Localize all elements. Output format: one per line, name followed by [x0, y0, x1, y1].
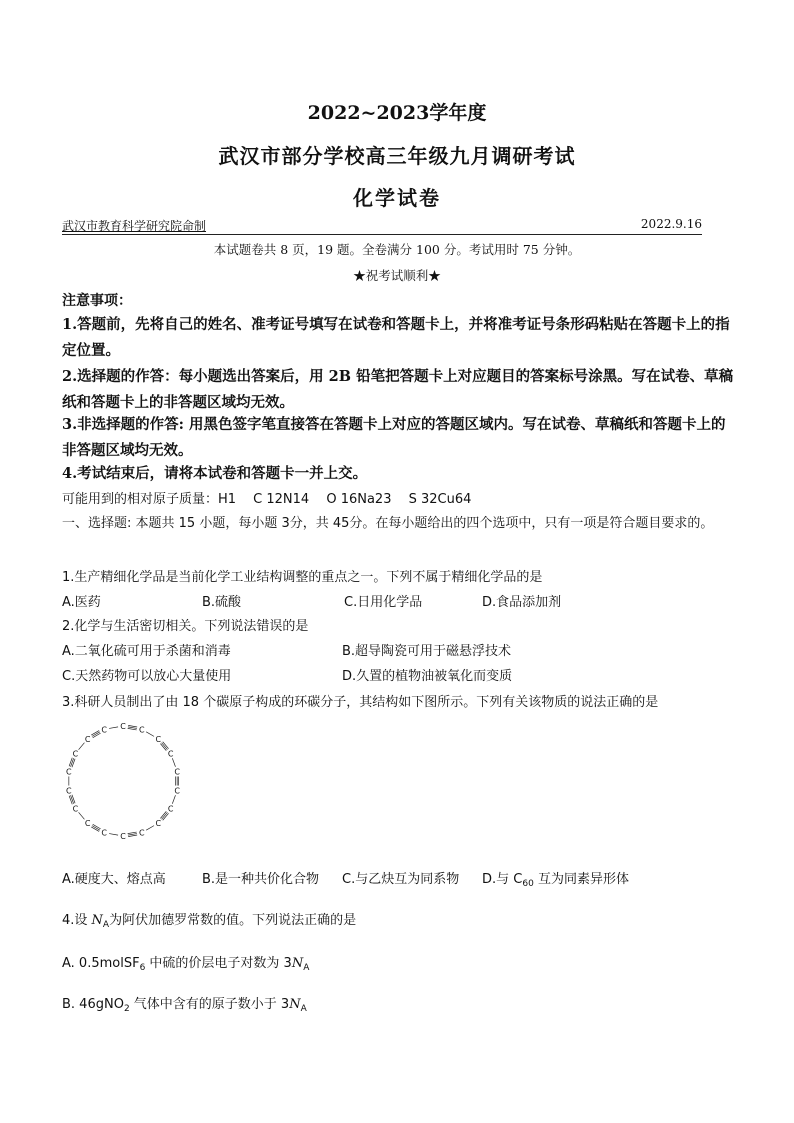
atomic-masses: 可能用到的相对原子质量：H1 C 12N14 O 16Na23 S 32Cu64	[62, 492, 472, 507]
question-3-options	[62, 868, 742, 890]
carbon-atom-label: C	[101, 725, 107, 735]
option-d: D.与 $C_{60}$ 互为同素异形体	[482, 872, 629, 889]
option-c: C.与乙炔互为同系物	[342, 872, 460, 887]
ring-bond	[172, 758, 175, 767]
ring-bond	[79, 743, 85, 750]
carbon-atom-label: C	[101, 828, 107, 838]
option-b: B.是一种共价化合物	[202, 872, 320, 887]
ring-bond	[128, 834, 137, 836]
option-b: B.超导陶瓷可用于磁悬浮技术	[342, 644, 512, 659]
option-a: A.二氧化硫可用于杀菌和消毒	[62, 644, 231, 659]
carbon-atom-label: C	[167, 804, 174, 814]
cyclocarbon-ring-diagram	[58, 718, 188, 848]
carbon-atom-label: C	[167, 749, 174, 759]
carbon-atom-label: C	[84, 819, 91, 829]
ring-bond	[128, 832, 137, 834]
question-4-stem: 4.设 $N_A$为阿伏加德罗常数的值。下列说法正确的是	[62, 913, 357, 930]
carbon-atom-label: C	[120, 832, 126, 841]
ring-bond	[69, 758, 72, 767]
carbon-atom-label: C	[72, 749, 79, 759]
ring-bond	[128, 835, 137, 837]
question-3-stem: 3.科研人员制出了由 18 个碳原子构成的环碳分子，其结构如下图所示。下列有关该物质的说法正确的是	[62, 695, 659, 710]
exam-date: 2022.9.16	[640, 217, 702, 231]
section-instructions: 一、选择题: 本题共 15 小题，每小题 3分，共 45分。在每小题给出的四个选项中，只有一项是符合题目要求的。	[62, 516, 714, 531]
ring-bond	[109, 727, 118, 729]
note-item: 4.考试结束后，请将本试卷和答题卡一并上交。	[62, 465, 368, 482]
note-item: 2.选择题的作答：每小题选出答案后，用 2B 铅笔把答题卡上对应题目的答案标号涂黑。写在试卷、草稿纸和答题卡上的非答题区域均无效。	[62, 368, 734, 411]
school-year: 2022~2023学年度	[307, 102, 487, 124]
ring-bond	[128, 727, 137, 729]
good-luck-line: ★祝考试顺利★	[353, 268, 441, 283]
carbon-atom-label: C	[174, 767, 180, 777]
question-1-options	[62, 591, 742, 613]
ring-bond	[146, 826, 154, 831]
ring-bond	[109, 834, 118, 836]
question-2-options-row1	[62, 640, 742, 662]
carbon-atom-label: C	[155, 819, 162, 829]
ring-bond	[71, 758, 74, 767]
exam-title: 武汉市部分学校高三年级九月调研考试	[218, 144, 576, 168]
ring-bond	[128, 725, 137, 727]
ring-bond	[72, 759, 75, 768]
option-d: D.久置的植物油被氧化而变质	[342, 669, 513, 684]
carbon-atom-label: C	[139, 725, 145, 735]
question-4-option-b: B. 46gNO$_2$ 气体中含有的原子数小于 $3N_A$	[62, 997, 307, 1014]
option-c: C.天然药物可以放心大量使用	[62, 669, 232, 684]
ring-bond	[146, 732, 154, 737]
carbon-atom-label: C	[139, 828, 145, 838]
option-a: A.医药	[62, 595, 101, 610]
carbon-atom-label: C	[155, 734, 162, 744]
option-a: A.硬度大、熔点高	[62, 872, 166, 887]
option-d: D.食品添加剂	[482, 595, 562, 610]
ring-bond	[128, 728, 137, 730]
ring-bond	[172, 795, 175, 804]
ring-bond	[79, 812, 85, 819]
carbon-atom-label: C	[66, 786, 72, 796]
note-item: 3.非选择题的作答: 用黑色签字笔直接答在答题卡上对应的答题区域内。写在试卷、草稿纸和答题卡上的非答题区域均无效。	[62, 416, 726, 459]
carbon-atom-label: C	[66, 767, 72, 777]
carbon-atom-label: C	[174, 786, 180, 796]
question-1-stem: 1.生产精细化学品是当前化学工业结构调整的重点之一。下列不属于精细化学品的是	[62, 570, 543, 585]
subject-title: 化学试卷	[353, 186, 441, 210]
option-c: C.日用化学品	[344, 595, 423, 610]
carbon-atom-label: C	[84, 734, 91, 744]
carbon-atom-label: C	[120, 722, 126, 731]
ring-bond	[69, 796, 72, 805]
carbon-atom-label: C	[72, 804, 79, 814]
ring-bond	[71, 795, 74, 804]
issuer-line	[62, 215, 702, 235]
ring-bond	[72, 795, 75, 804]
notes-title: 注意事项：	[62, 293, 132, 309]
question-2-stem: 2.化学与生活密切相关。下列说法错误的是	[62, 619, 309, 634]
note-item: 1.答题前，先将自己的姓名、准考证号填写在试卷和答题卡上，并将准考证号条形码粘贴在答题卡上的指定位置。	[62, 316, 730, 359]
question-2-options-row2	[62, 665, 742, 687]
exam-info: 本试题卷共 8 页，19 题。全卷满分 100 分。考试用时 75 分钟。	[213, 242, 581, 257]
question-4-option-a: A. 0.5molSF$_6$ 中硫的价层电子对数为 $3N_A$	[62, 956, 310, 973]
issuer: 武汉市教育科学研究院命制	[62, 219, 207, 233]
option-b: B.硫酸	[202, 595, 242, 610]
